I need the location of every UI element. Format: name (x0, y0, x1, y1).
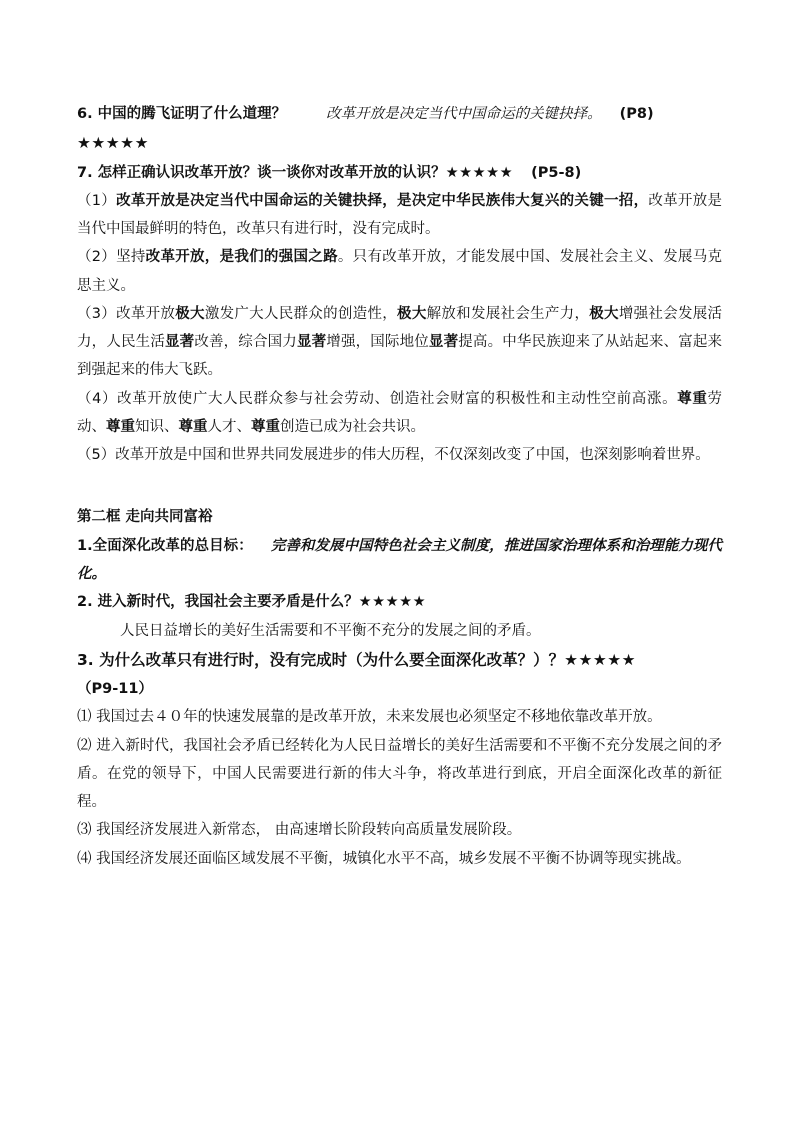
q7-p4-t4: 人才、 (207, 418, 251, 435)
s2-q3-line (77, 645, 722, 675)
q7-line (77, 159, 722, 187)
q7-p3-b2: 极大 (397, 305, 427, 322)
s2-q2-line (77, 588, 722, 616)
s2-q1-line (77, 532, 722, 589)
q6-stars-line (77, 128, 722, 158)
q7-p3-b6: 显著 (428, 334, 459, 351)
s2-q2-question: 2. 进入新时代，我国社会主要矛盾是什么？ (77, 594, 359, 611)
q7-p3-t7: 提高。中华民族迎来了从站起来、富起来到强起来的伟大飞跃。 (77, 334, 723, 379)
section-gap (77, 469, 722, 503)
q7-p3-t1: （3）改革开放 (77, 305, 176, 322)
q7-p4-b4: 尊重 (251, 418, 280, 435)
q7-p3-t5: 改善，综合国力 (194, 334, 297, 351)
q6-stars: ★★★★★ (77, 134, 149, 153)
q7-p4-b3: 尊重 (178, 418, 208, 435)
q7-p3-b5: 显著 (296, 334, 327, 351)
s2-q3-item-1: ⑴ 我国过去４０年的快速发展靠的是改革开放，未来发展也必须坚定不移地依靠改革开放。 (77, 709, 662, 726)
q7-p4-t3: 知识、 (135, 418, 179, 435)
q7-p1-text: 改革开放是当代中国最鲜明的特色，改革只有进行时，没有完成时。 (77, 192, 723, 238)
s2-q3-item-3: ⑶ 我国经济发展进入新常态， 由高速增长阶段转向高质量发展阶段。 (77, 822, 522, 839)
q7-p3-b3: 极大 (589, 305, 619, 322)
q7-p4-b2: 尊重 (106, 418, 135, 435)
q7-p3-t6: 增强，国际地位 (326, 334, 429, 351)
q7-question: 7. 怎样正确认识改革开放？谈一谈你对改革开放的认识？ (77, 164, 446, 181)
q7-stars: ★★★★★ (445, 164, 514, 181)
q7-p3-b4: 显著 (164, 334, 195, 351)
q7-p2-num: （2）坚持 (77, 249, 146, 266)
q7-page-ref: (P5-8) (531, 164, 582, 181)
q7-point-3 (77, 300, 722, 385)
q7-p4-b1: 尊重 (677, 390, 708, 407)
s2-q3-item-2: ⑵ 进入新时代，我国社会矛盾已经转化为人民日益增长的美好生活需要和不平衡不充分发展之间的矛盾。在党的领导下，中国人民需要进行新的伟大斗争，将改革进行到底，开启全面深化改革的新征程。 (77, 737, 722, 811)
q7-p3-b1: 极大 (175, 305, 205, 322)
s2-q3-item-4: ⑷ 我国经济发展还面临区域发展不平衡，城镇化水平不高，城乡发展不平衡不协调等现实挑战。 (77, 850, 691, 867)
s2-q3-question: 3. 为什么改革只有进行时，没有完成时（为什么要全面深化改革？）？ (77, 650, 565, 669)
q7-p1-bold: 改革开放是决定当代中国命运的关键抉择，是决定中华民族伟大复兴的关键一招， (116, 192, 649, 209)
q7-p3-t2: 激发广大人民群众的创造性， (204, 305, 398, 322)
q7-point-4 (77, 385, 722, 442)
q6-answer: 改革开放是决定当代中国命运的关键抉择。 (326, 106, 602, 122)
q7-point-5: （5）改革开放是中国和世界共同发展进步的伟大历程，不仅深刻改变了中国，也深刻影响着世界。 (77, 447, 710, 464)
q7-point-2 (77, 243, 722, 300)
q7-p4-t2: 劳动、 (77, 390, 722, 435)
section2-title: 第二框 走向共同富裕 (77, 509, 213, 526)
q7-p3-t4: 增强社会发展活力，人民生活 (77, 305, 723, 351)
q7-p2-bold: 改革开放，是我们的强国之路 (145, 249, 338, 266)
s2-q2-answer: 人民日益增长的美好生活需要和不平衡不充分的发展之间的矛盾。 (120, 622, 541, 639)
q7-p2-text: 。只有改革开放，才能发展中国、发展社会主义、发展马克思主义。 (77, 249, 723, 294)
q7-point-1 (77, 187, 722, 244)
q7-p1-num: （1） (77, 192, 117, 209)
s2-q3-page-ref: （P9-11） (77, 681, 153, 697)
s2-q3-page-ref-line (77, 675, 722, 703)
q7-p4-t1: （4）改革开放使广大人民群众参与社会劳动、创造社会财富的积极性和主动性空前高涨。 (77, 390, 678, 407)
s2-q1-answer: 完善和发展中国特色社会主义制度，推进国家治理体系和治理能力现代化。 (77, 536, 722, 582)
q7-p4-t5: 创造已成为社会共识。 (280, 418, 425, 435)
q6-question: 6. 中国的腾飞证明了什么道理？ (77, 106, 287, 122)
s2-q3-stars: ★★★★★ (564, 650, 637, 669)
document-page (77, 100, 722, 873)
q6-line (77, 100, 722, 128)
q7-p3-t3: 解放和发展社会生产力， (426, 305, 590, 322)
s2-q1-label: 1.全面深化改革的总目标： (77, 537, 253, 554)
q6-page-ref: (P8) (619, 106, 654, 122)
s2-q2-stars: ★★★★★ (358, 594, 427, 611)
